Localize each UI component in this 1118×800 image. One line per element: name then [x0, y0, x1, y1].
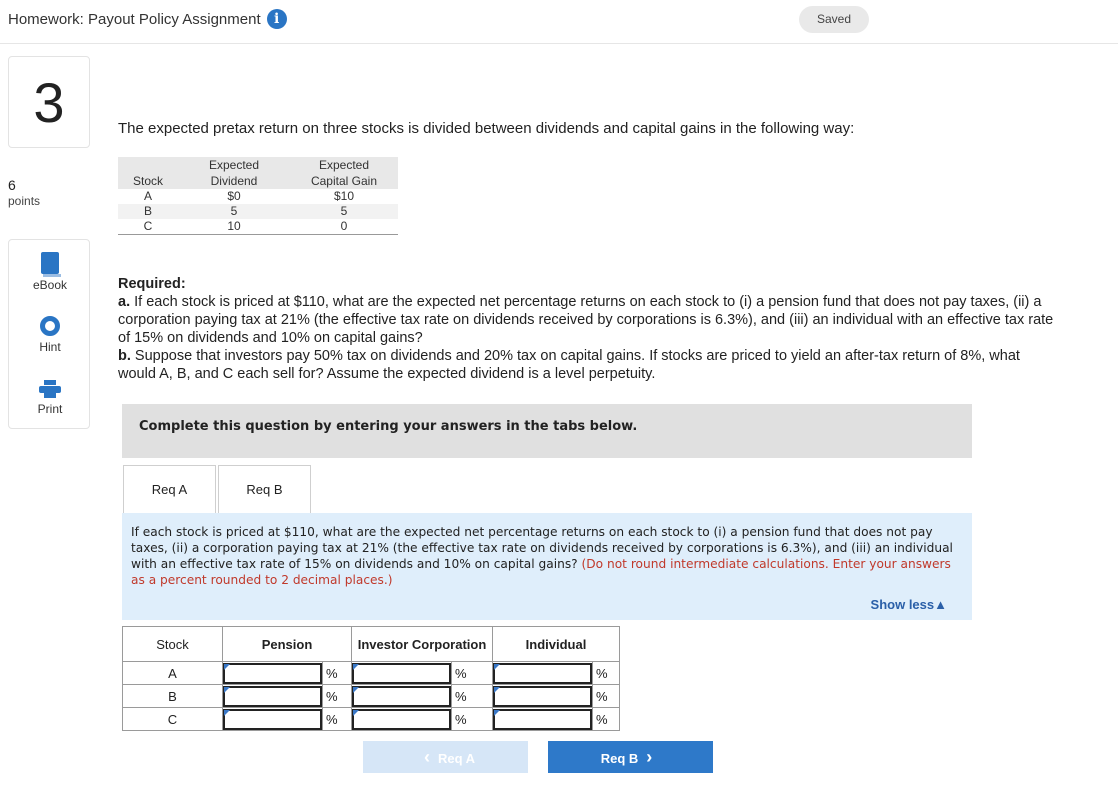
pension-cell [223, 708, 323, 731]
rounding-note: (Do not round intermediate calculations. Enter your answers as a percent rounded to 2 decimal places.) [131, 557, 951, 587]
question-number: 3 [8, 56, 90, 148]
table-cell: 5 [290, 204, 398, 219]
percent-unit: % [593, 685, 620, 708]
table-cell: $10 [333, 189, 355, 203]
pension-input-a[interactable] [223, 663, 322, 684]
tab-req-a[interactable]: Req A [123, 465, 216, 513]
col-header-expected-capital-gain: Expected Capital Gain [290, 157, 398, 189]
individual-input-b[interactable] [493, 686, 592, 707]
stock-label: C [123, 708, 223, 731]
corporation-input-c[interactable] [352, 709, 451, 730]
percent-unit: % [452, 708, 493, 731]
table-row [123, 708, 620, 731]
required-part-a: a. If each stock is priced at $110, what are the expected net percentage returns on each stock to (i) a pension fund that does not pay taxes, (ii) a corporation paying tax at 21% (the effective tax rate on dividends received by corporations is 6.3%), and (iii) an individual with an effective tax rate of 15% on dividends and 10% on capital gains? [118, 294, 1054, 346]
assignment-title-text: Homework: Payout Policy Assignment [8, 10, 261, 28]
saved-status-badge: Saved [799, 6, 869, 33]
pension-cell [223, 662, 323, 685]
points-value: 6 [8, 177, 16, 193]
table-row [118, 204, 398, 219]
table-row [123, 662, 620, 685]
stock-data-table [118, 157, 398, 235]
answer-table [122, 626, 620, 731]
question-panel [122, 513, 972, 620]
col-header-stock: Stock [123, 627, 223, 662]
next-req-b-button[interactable]: Req B › [548, 741, 713, 773]
info-icon[interactable]: i [267, 9, 287, 29]
panel-question-text: If each stock is priced at $110, what are the expected net percentage returns on each stock to (i) a pension fund that does not pay taxes, (ii) a corporation paying tax at 21% (the effective tax rate on dividends received by corporations is 6.3%), and (iii) an individual with an effective tax rate of 15% on dividends and 10% on capital gains? (Do not round intermediate calculations. Enter your answers as a percent rounded to 2 decimal places.) [131, 525, 953, 587]
corporation-cell [352, 685, 452, 708]
percent-unit: % [452, 662, 493, 685]
print-label: Print [37, 402, 63, 416]
tab-req-b[interactable]: Req B [218, 465, 311, 513]
chevron-right-icon: › [646, 747, 653, 767]
hint-icon [40, 316, 60, 336]
percent-unit: % [323, 685, 352, 708]
col-header-expected-dividend: Expected Dividend [178, 157, 290, 189]
corporation-cell [352, 708, 452, 731]
individual-input-c[interactable] [493, 709, 592, 730]
stock-label: B [123, 685, 223, 708]
instruction-bar [122, 404, 972, 458]
pension-input-b[interactable] [223, 686, 322, 707]
table-cell: 0 [290, 219, 398, 235]
ebook-button[interactable] [9, 252, 91, 292]
col-header-individual: Individual [493, 627, 620, 662]
print-icon [39, 380, 61, 398]
table-cell: B [118, 204, 178, 219]
table-row [118, 189, 398, 204]
table-cell: A [143, 189, 152, 203]
table-row [123, 685, 620, 708]
individual-input-a[interactable] [493, 663, 592, 684]
percent-unit: % [593, 662, 620, 685]
required-section [118, 275, 1058, 383]
col-header-pension: Pension [223, 627, 352, 662]
table-row [118, 219, 398, 235]
percent-unit: % [323, 708, 352, 731]
individual-cell [493, 708, 593, 731]
triangle-up-icon: ▲ [934, 597, 947, 612]
individual-cell [493, 662, 593, 685]
ebook-label: eBook [32, 278, 68, 292]
tools-panel [8, 239, 90, 429]
percent-unit: % [593, 708, 620, 731]
percent-unit: % [452, 685, 493, 708]
required-part-b: b. Suppose that investors pay 50% tax on dividends and 20% tax on capital gains. If stocks are priced to yield an after-tax return of 8%, what would A, B, and C each sell for? Assume the expected dividend is a level perpetuity. [118, 348, 1020, 382]
hint-button[interactable] [9, 316, 91, 354]
pension-cell [223, 685, 323, 708]
col-header-stock: Stock [118, 157, 178, 189]
show-less-link[interactable]: Show less▲ [870, 597, 947, 612]
table-cell: C [118, 219, 178, 235]
chevron-left-icon: ‹ [423, 747, 430, 767]
question-intro: The expected pretax return on three stocks is divided between dividends and capital gains in the following way: [118, 120, 855, 137]
corporation-input-a[interactable] [352, 663, 451, 684]
hint-label: Hint [39, 340, 61, 354]
assignment-title [8, 9, 287, 29]
corporation-input-b[interactable] [352, 686, 451, 707]
top-bar [0, 0, 1118, 44]
stock-label: A [123, 662, 223, 685]
instruction-text: Complete this question by entering your answers in the tabs below. [139, 419, 638, 434]
table-cell: $0 [227, 189, 241, 203]
required-heading: Required: [118, 276, 186, 292]
table-cell: 10 [178, 219, 290, 235]
pension-input-c[interactable] [223, 709, 322, 730]
points-label: points [8, 194, 41, 208]
individual-cell [493, 685, 593, 708]
corporation-cell [352, 662, 452, 685]
print-button[interactable] [9, 380, 91, 416]
table-cell: 5 [178, 204, 290, 219]
prev-req-a-button[interactable]: ‹ Req A [363, 741, 528, 773]
percent-unit: % [323, 662, 352, 685]
col-header-investor-corporation: Investor Corporation [352, 627, 493, 662]
ebook-icon [41, 252, 59, 274]
